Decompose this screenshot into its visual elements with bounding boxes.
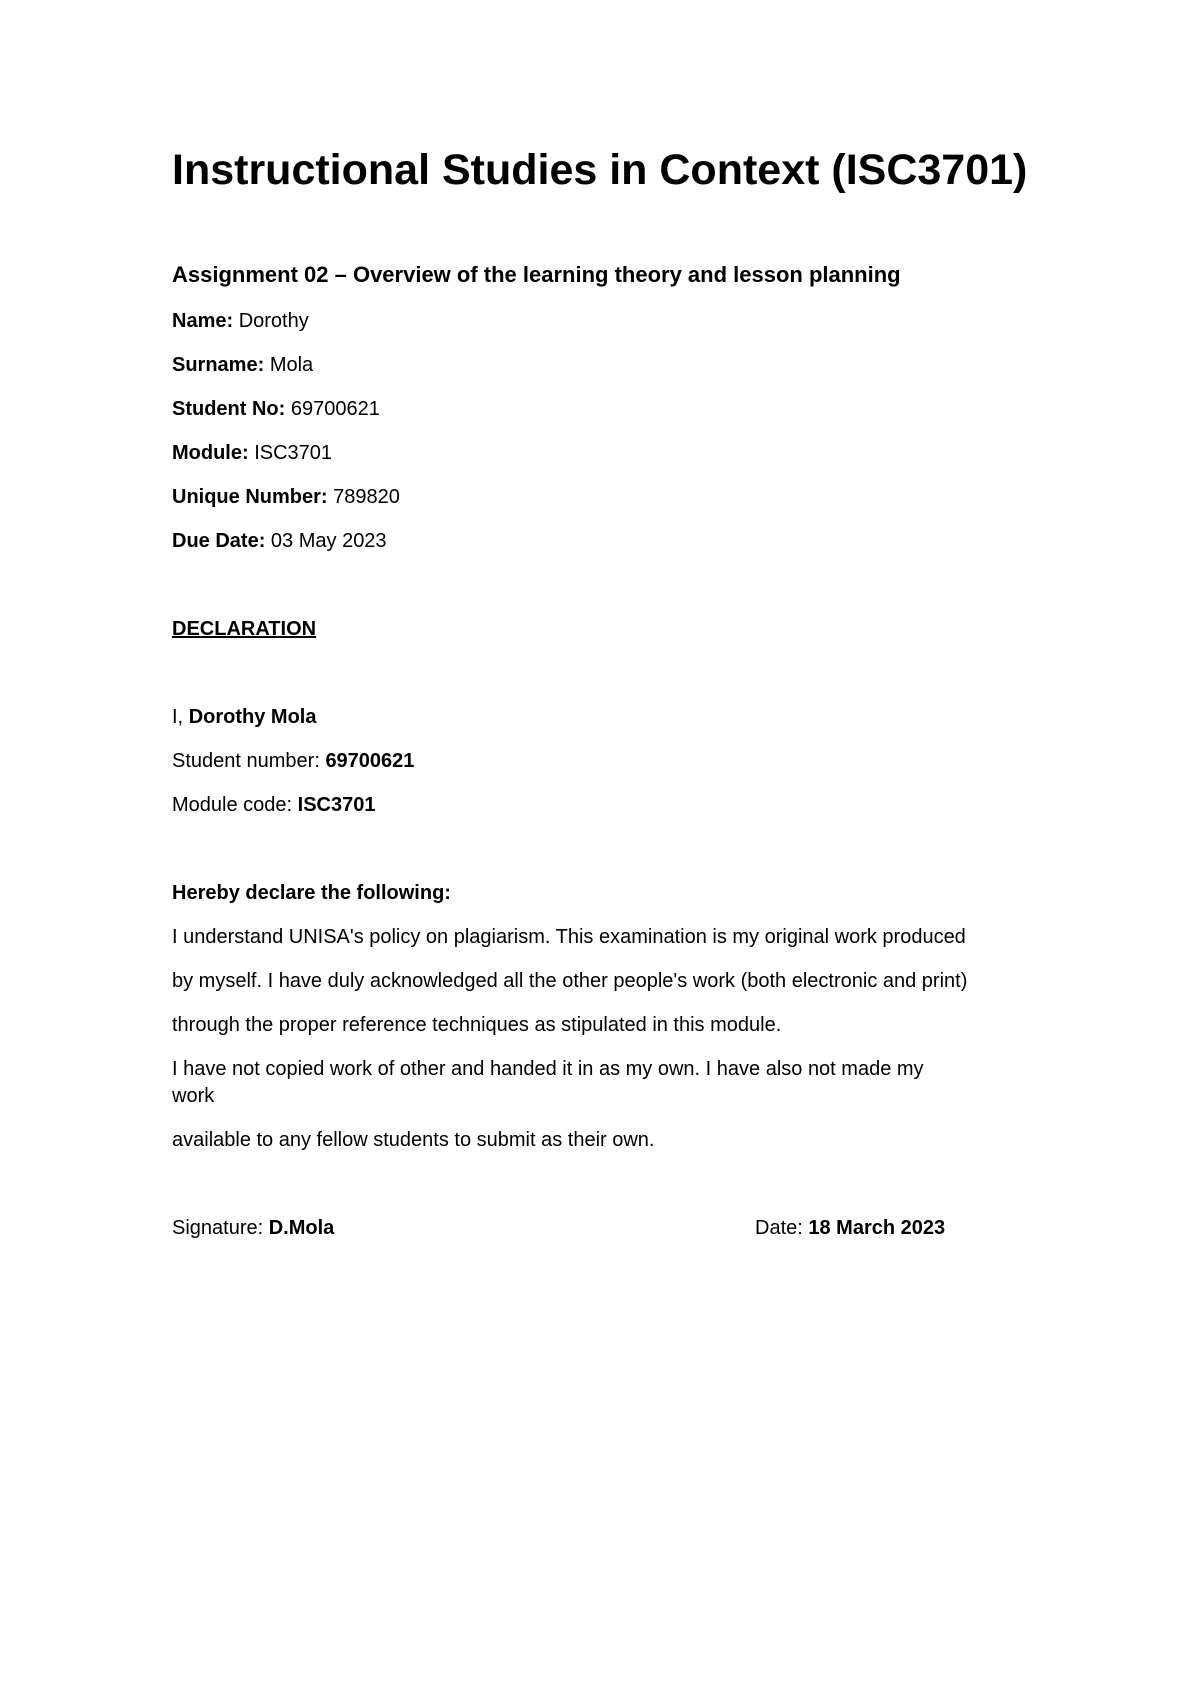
module-code-value: ISC3701 <box>297 794 376 816</box>
due-date-field <box>172 528 387 554</box>
declaration-line: available to any fellow students to submit as their own. <box>172 1129 655 1151</box>
module-code-label: Module code: <box>172 794 293 816</box>
unique-number-value: 789820 <box>333 486 400 508</box>
declaration-line: I have not copied work of other and handed it in as my own. I have also not made my <box>172 1058 924 1080</box>
student-number-value: 69700621 <box>325 750 415 772</box>
surname-label: Surname: <box>172 354 265 376</box>
name-field <box>172 308 309 334</box>
student-number-label: Student number: <box>172 750 320 772</box>
date-value: 18 March 2023 <box>808 1217 946 1239</box>
signature-label: Signature: <box>172 1217 264 1239</box>
module-value: ISC3701 <box>254 442 333 464</box>
name-label: Name: <box>172 310 234 332</box>
signature-field <box>172 1215 334 1241</box>
student-no-field <box>172 396 380 422</box>
module-field <box>172 440 332 466</box>
due-date-label: Due Date: <box>172 530 266 552</box>
declaration-module-code <box>172 792 375 818</box>
name-value: Dorothy <box>238 310 309 332</box>
declaration-line: through the proper reference techniques as stipulated in this module. <box>172 1014 782 1036</box>
assignment-subtitle: Assignment 02 – Overview of the learning theory and lesson planning <box>172 262 901 287</box>
date-field <box>755 1215 945 1241</box>
student-no-value: 69700621 <box>290 398 380 420</box>
declarant-name: Dorothy Mola <box>188 706 317 728</box>
signature-value: D.Mola <box>268 1217 335 1239</box>
document-title: Instructional Studies in Context (ISC3701) <box>172 146 1028 194</box>
declaration-line: work <box>172 1085 215 1107</box>
surname-field <box>172 352 313 378</box>
declaration-intro <box>172 704 316 730</box>
declare-heading: Hereby declare the following: <box>172 882 451 904</box>
declaration-line: I understand UNISA's policy on plagiarism. This examination is my original work produced <box>172 926 966 948</box>
declaration-line: by myself. I have duly acknowledged all the other people's work (both electronic and print) <box>172 970 968 992</box>
declaration-intro-prefix: I, <box>172 706 184 728</box>
module-label: Module: <box>172 442 249 464</box>
unique-number-label: Unique Number: <box>172 486 328 508</box>
student-no-label: Student No: <box>172 398 286 420</box>
unique-number-field <box>172 484 400 510</box>
declaration-student-number <box>172 748 414 774</box>
surname-value: Mola <box>269 354 314 376</box>
date-label: Date: <box>755 1217 803 1239</box>
due-date-value: 03 May 2023 <box>270 530 387 552</box>
declaration-heading: DECLARATION <box>172 618 317 640</box>
